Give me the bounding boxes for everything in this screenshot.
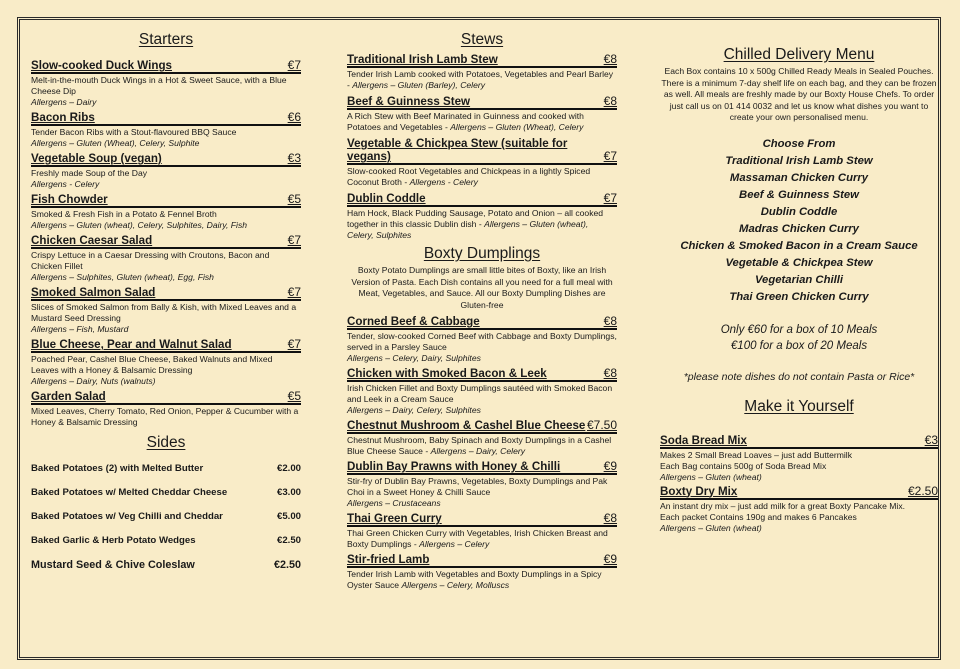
pasta-rice-note: *please note dishes do not contain Pasta or Rice*: [683, 370, 915, 383]
menu-item: [347, 53, 617, 91]
menu-item: [347, 367, 617, 416]
item-price: €7: [603, 149, 617, 163]
item-name: Boxty Dry Mix: [660, 484, 738, 498]
menu-item: [347, 95, 617, 133]
side-price: €2.50: [276, 535, 301, 546]
choice-item: Vegetable & Chickpea Stew: [725, 256, 873, 269]
menu-item: [347, 419, 617, 457]
chilled-column: [660, 46, 938, 534]
offer-20-meals: €100 for a box of 20 Meals: [730, 340, 868, 352]
item-description: [347, 166, 617, 188]
item-price: €7: [287, 58, 301, 72]
item-price: €5: [287, 192, 301, 206]
item-price: €8: [603, 511, 617, 525]
item-allergens: Allergens – Dairy: [31, 97, 97, 107]
dumplings-title: Boxty Dumplings: [423, 245, 541, 262]
item-description: [347, 569, 617, 591]
item-name: Chicken with Smoked Bacon & Leek: [347, 367, 547, 380]
item-name: Bacon Ribs: [31, 111, 95, 124]
item-description: Each packet Contains 190g and makes 6 Pancakes: [660, 511, 857, 522]
side-item: [31, 463, 301, 475]
item-description: Slices of Smoked Salmon from Bally & Kish, with Mixed Leaves and a Mustard Seed Dressing: [31, 302, 297, 323]
item-name: Chestnut Mushroom & Cashel Blue Cheese: [347, 419, 586, 432]
item-description: Tender Bacon Ribs with a Stout-flavoured BBQ Sauce: [31, 127, 237, 137]
item-allergens: Allergens – Gluten (wheat): [660, 522, 762, 533]
desc-text: Chestnut Mushroom, Baby Spinach and Boxty Dumplings in a Cashel Blue Cheese Sauce -: [347, 435, 612, 456]
side-price: €5.00: [276, 511, 301, 522]
item-name: Blue Cheese, Pear and Walnut Salad: [31, 338, 232, 351]
item-allergens: Allergens – Gluten (Wheat), Celery: [450, 122, 584, 132]
item-name: Thai Green Curry: [347, 512, 442, 525]
item-price: €8: [603, 52, 617, 66]
offer-10-meals: Only €60 for a box of 10 Meals: [720, 323, 878, 336]
item-allergens: Allergens – Celery, Molluscs: [401, 580, 510, 590]
item-price: €2.50: [907, 483, 938, 498]
item-name: Garden Salad: [31, 390, 106, 403]
item-name: Smoked Salmon Salad: [31, 286, 156, 299]
item-price: €7: [287, 337, 301, 351]
item-description: [347, 69, 617, 91]
item-name: Vegetable Soup (vegan): [31, 152, 162, 165]
item-description: [347, 435, 617, 457]
item-allergens: Allergens – Gluten (wheat): [660, 471, 762, 482]
menu-item: [31, 59, 301, 108]
menu-item: [31, 390, 301, 428]
item-name: Corned Beef & Cabbage: [347, 315, 480, 328]
item-allergens: Allergens - Celery: [409, 177, 478, 187]
menu-item: [347, 137, 617, 188]
item-price: €6: [287, 110, 301, 124]
menu-item: [31, 111, 301, 149]
item-description: Freshly made Soup of the Day: [31, 168, 148, 178]
item-price: €7.50: [586, 418, 617, 432]
item-price: €8: [603, 366, 617, 380]
item-allergens: Allergens – Sulphites, Gluten (wheat), Egg, Fish: [31, 272, 214, 282]
item-description: Crispy Lettuce in a Caesar Dressing with Croutons, Bacon and Chicken Fillet: [31, 250, 270, 271]
item-allergens: Allergens – Celery, Dairy, Sulphites: [347, 353, 481, 363]
item-allergens: Allergens – Gluten (wheat), Celery, Sulphites, Dairy, Fish: [31, 220, 248, 230]
item-description: Poached Pear, Cashel Blue Cheese, Baked Walnuts and Mixed Leaves with a Honey & Balsamic Dressing: [31, 354, 273, 375]
item-description: An instant dry mix – just add milk for a great Boxty Pancake Mix.: [660, 500, 906, 511]
item-description: Tender, slow-cooked Corned Beef with Cabbage and Boxty Dumplings, served in a Parsley Sauce: [347, 331, 617, 352]
item-price: €7: [287, 285, 301, 299]
menu-item: [347, 315, 617, 364]
item-price: €9: [603, 459, 617, 473]
menu-item: [347, 192, 617, 241]
choice-item: Vegetarian Chilli: [754, 273, 844, 286]
desc-text: Ham Hock, Black Pudding Sausage, Potato and Onion – all cooked together in this classic Dublin dish -: [347, 208, 604, 229]
side-name: Baked Potatoes (2) with Melted Butter: [31, 463, 204, 474]
desc-text: Slow-cooked Root Vegetables and Chickpeas in a lightly Spiced Coconut Broth -: [347, 166, 591, 187]
menu-item: [347, 553, 617, 591]
choice-item: Beef & Guinness Stew: [739, 188, 859, 201]
item-price: €3: [287, 151, 301, 165]
item-description: Mixed Leaves, Cherry Tomato, Red Onion, Pepper & Cucumber with a Honey & Balsamic Dressing: [31, 406, 299, 427]
item-allergens: Allergens – Gluten (Wheat), Celery, Sulphite: [31, 138, 200, 148]
desc-text: Thai Green Chicken Curry with Vegetables, Irish Chicken Breast and Boxty Dumplings -: [347, 528, 608, 549]
side-item: [31, 487, 301, 499]
choice-item: Thai Green Chicken Curry: [729, 290, 869, 303]
stews-column: [347, 31, 617, 591]
chilled-title: Chilled Delivery Menu: [723, 46, 875, 63]
menu-item: [347, 512, 617, 550]
item-allergens: Allergens – Dairy, Celery, Sulphites: [347, 405, 481, 415]
item-description: [347, 111, 617, 133]
desc-text: Tender Irish Lamb cooked with Potatoes, Vegetables and Pearl Barley -: [347, 69, 614, 90]
item-description: Melt-in-the-mouth Duck Wings in a Hot & Sweet Sauce, with a Blue Cheese Dip: [31, 75, 287, 96]
menu-item: [31, 152, 301, 190]
side-item: [31, 559, 301, 571]
choice-item: Chicken & Smoked Bacon in a Cream Sauce: [680, 239, 918, 252]
item-name: Fish Chowder: [31, 193, 108, 206]
item-price: €8: [603, 314, 617, 328]
menu-item: [31, 338, 301, 387]
choice-item: Traditional Irish Lamb Stew: [725, 154, 873, 167]
item-allergens: Allergens – Gluten (Barley), Celery: [352, 80, 486, 90]
side-item: [31, 535, 301, 547]
item-name: Beef & Guinness Stew: [347, 95, 471, 108]
stews-title: Stews: [460, 31, 504, 48]
desc-text: Tender Irish Lamb with Vegetables and Boxty Dumplings in a Spicy Oyster Sauce: [347, 569, 602, 590]
item-name: Dublin Bay Prawns with Honey & Chilli: [347, 460, 561, 473]
starters-title: Starters: [138, 31, 194, 48]
item-price: €9: [603, 552, 617, 566]
side-price: €2.00: [276, 463, 301, 474]
side-name: Mustard Seed & Chive Coleslaw: [31, 559, 195, 571]
desc-text: A Rich Stew with Beef Marinated in Guinness and cooked with Potatoes and Vegetables -: [347, 111, 584, 132]
item-description: Smoked & Fresh Fish in a Potato & Fennel Broth: [31, 209, 217, 219]
side-name: Baked Potatoes w/ Melted Cheddar Cheese: [31, 487, 228, 498]
item-price: €7: [287, 233, 301, 247]
item-description: Stir-fry of Dublin Bay Prawns, Vegetables, Boxty Dumplings and Pak Choi in a Sweet Honey & Chilli Sauce: [347, 476, 608, 497]
item-price: €5: [287, 389, 301, 403]
choice-item: Dublin Coddle: [760, 205, 838, 218]
menu-item: [347, 460, 617, 509]
menu-item: [31, 234, 301, 283]
sides-title: Sides: [146, 434, 186, 451]
item-name: Traditional Irish Lamb Stew: [347, 53, 498, 66]
item-price: €3: [924, 432, 938, 447]
menu-item: [660, 434, 938, 483]
menu-item: [660, 485, 938, 534]
side-item: [31, 511, 301, 523]
item-name: Vegetable & Chickpea Stew (suitable for vegans): [347, 137, 568, 163]
chilled-intro: Each Box contains 10 x 500g Chilled Ready Meals in Sealed Pouches. There is a minimum 7-day shelf life on each bag, and they can be frozen as well. All meals are freshly made by our Boxty House Chefs. To order just call us on 01 414 0032 and let us know what dishes you want to create your own personalised menu.: [661, 66, 937, 122]
menu-item: [31, 193, 301, 231]
item-price: €7: [603, 191, 617, 205]
item-name: Slow-cooked Duck Wings: [31, 59, 172, 72]
item-allergens: Allergens – Dairy, Nuts (walnuts): [31, 376, 156, 386]
starters-column: [31, 31, 301, 571]
item-allergens: Allergens – Dairy, Celery: [430, 446, 526, 456]
item-description: [347, 528, 617, 550]
item-allergens: Allergens – Fish, Mustard: [31, 324, 129, 334]
item-description: [347, 208, 617, 241]
item-name: Chicken Caesar Salad: [31, 234, 153, 247]
item-price: €8: [603, 94, 617, 108]
item-description: Irish Chicken Fillet and Boxty Dumplings sautéed with Smoked Bacon and Leek in a Cream Sauce: [347, 383, 613, 404]
item-name: Dublin Coddle: [347, 192, 426, 205]
make-it-yourself-title: Make it Yourself: [744, 397, 854, 415]
menu-item: [31, 286, 301, 335]
side-price: €2.50: [273, 559, 301, 571]
item-description: Each Bag contains 500g of Soda Bread Mix: [660, 460, 827, 471]
item-name: Soda Bread Mix: [660, 433, 747, 447]
choose-from-title: Choose From: [762, 137, 836, 150]
item-allergens: Allergens – Crustaceans: [347, 498, 441, 508]
item-description: Makes 2 Small Bread Loaves – just add Buttermilk: [660, 449, 853, 460]
side-price: €3.00: [276, 487, 301, 498]
item-allergens: Allergens – Celery: [419, 539, 490, 549]
choice-item: Massaman Chicken Curry: [729, 171, 869, 184]
dumplings-intro: Boxty Potato Dumplings are small little bites of Boxty, like an Irish Version of Pasta. Each Dish contains all you need for a full meal with Meat, Vegetables, and Sauce. All our Boxty Dumpling Dishes are Gluten-free: [351, 265, 613, 310]
choice-item: Madras Chicken Curry: [739, 222, 859, 235]
side-name: Baked Garlic & Herb Potato Wedges: [31, 535, 196, 546]
side-name: Baked Potatoes w/ Veg Chilli and Cheddar: [31, 511, 223, 522]
item-name: Stir-fried Lamb: [347, 553, 430, 566]
item-allergens: Allergens – Gluten (wheat), Celery, Sulphites: [347, 219, 589, 240]
item-allergens: Allergens - Celery: [31, 179, 100, 189]
